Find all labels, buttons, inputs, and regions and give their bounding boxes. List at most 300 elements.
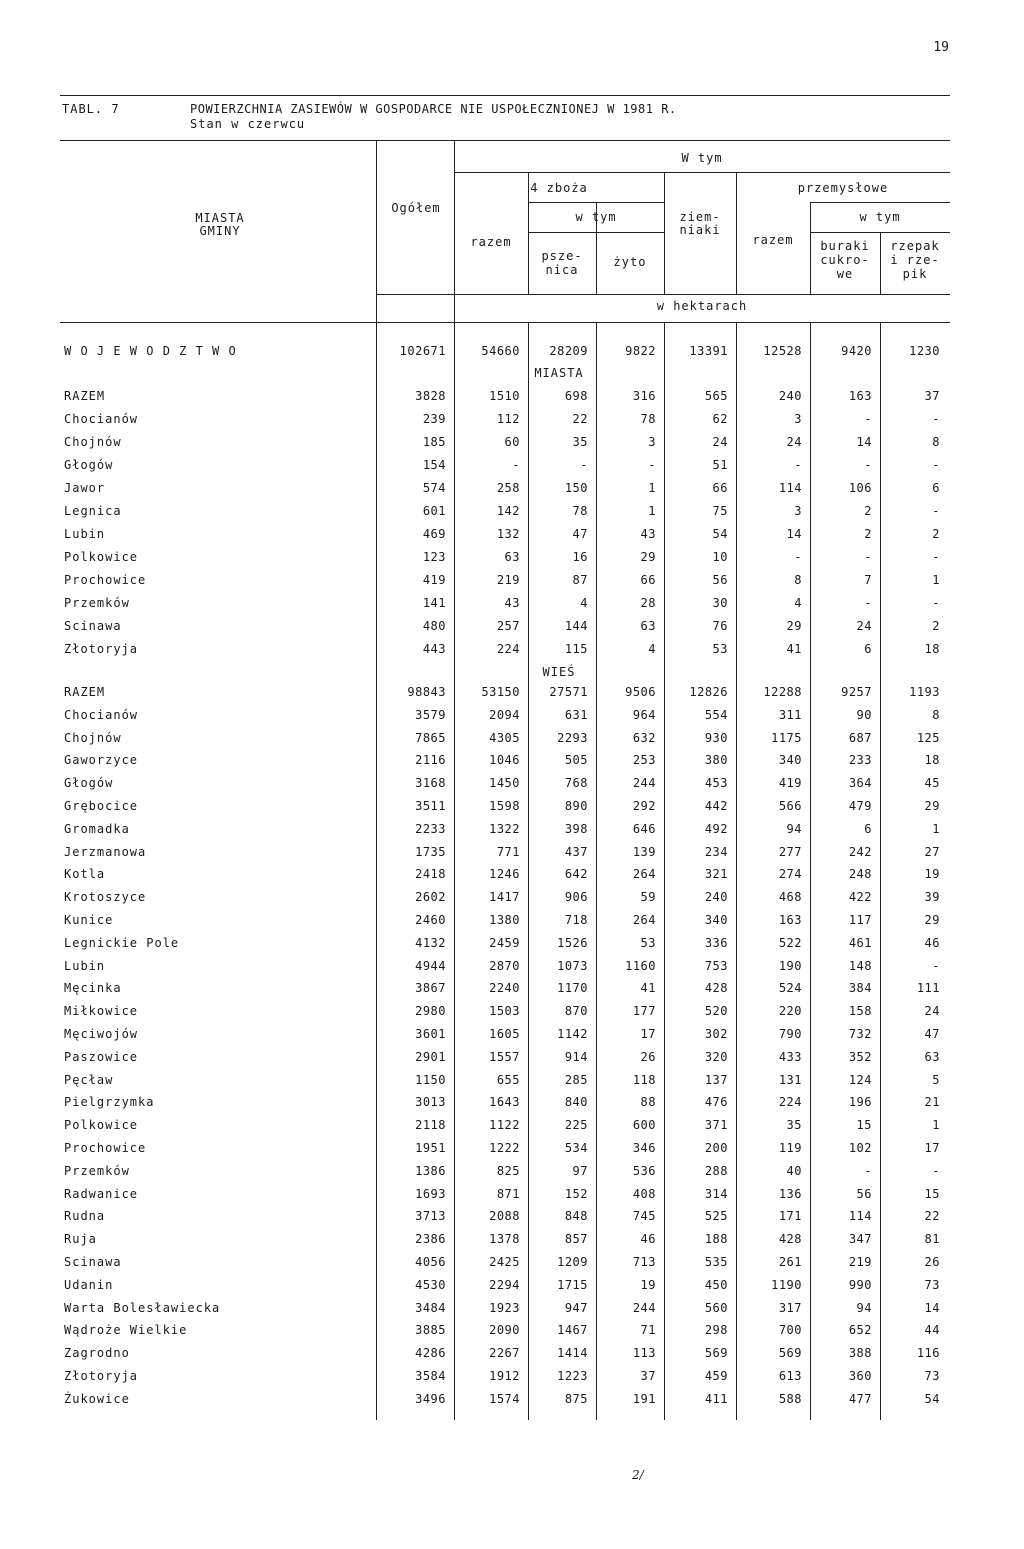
table-cell: 1510 [489, 389, 520, 403]
row-label: Gromadka [64, 821, 130, 836]
table-cell: 3828 [415, 389, 446, 403]
table-cell: 71 [640, 1323, 656, 1338]
table-cell: 1557 [489, 1049, 520, 1064]
table-cell: 78 [572, 504, 588, 518]
table-cell: 116 [916, 1346, 940, 1361]
table-cell: 29 [640, 550, 656, 564]
table-cell: 1170 [557, 981, 588, 996]
table-cell: 311 [778, 707, 802, 722]
row-label: Polkowice [64, 1118, 139, 1133]
table-cell: 534 [564, 1141, 588, 1155]
table-cell: 525 [704, 1209, 728, 1224]
table-cell: 152 [564, 1186, 588, 1201]
table-cell: 1122 [489, 1118, 520, 1133]
table-cell: 98843 [407, 685, 446, 699]
table-cell: 60 [504, 435, 520, 449]
table-cell: 53150 [481, 685, 520, 699]
table-cell: 124 [848, 1072, 872, 1087]
table-cell: 41 [640, 981, 656, 996]
table-cell: 2459 [489, 935, 520, 950]
table-cell: 2418 [415, 867, 446, 882]
table-cell: 90 [856, 707, 872, 722]
table-cell: 2980 [415, 1004, 446, 1019]
table-cell: 239 [422, 412, 446, 426]
table-cell: 2088 [489, 1209, 520, 1224]
row-label: Prochowice [64, 1141, 147, 1155]
table-cell: 6 [932, 481, 940, 495]
table-cell: 148 [848, 958, 872, 973]
row-label: Głogów [64, 776, 114, 791]
table-cell: 1 [932, 1118, 940, 1133]
table-cell: 600 [632, 1118, 656, 1133]
table-cell: 21 [924, 1095, 940, 1110]
table-cell: 248 [848, 867, 872, 882]
table-cell: 9822 [625, 344, 656, 358]
table-cell: 3867 [415, 981, 446, 996]
table-cell: 840 [564, 1095, 588, 1110]
table-cell: 1193 [909, 685, 940, 699]
row-label: Jerzmanowa [64, 844, 147, 859]
table-cell: 43 [640, 527, 656, 541]
header-ogolem: Ogółem [391, 201, 441, 215]
table-cell: 115 [564, 642, 588, 656]
table-cell: 137 [704, 1072, 728, 1087]
table-cell: 51 [712, 458, 728, 472]
table-cell: 258 [496, 481, 520, 495]
row-label: Chojnów [64, 730, 122, 745]
table-cell: 234 [704, 844, 728, 859]
table-cell: 75 [712, 504, 728, 518]
table-cell: - [932, 550, 940, 564]
table-cell: 154 [422, 458, 446, 472]
table-cell: 732 [848, 1027, 872, 1041]
table-cell: 54660 [481, 344, 520, 358]
table-cell: 771 [496, 844, 520, 859]
table-cell: 2 [932, 527, 940, 541]
table-cell: 163 [778, 913, 802, 927]
table-cell: 8 [932, 435, 940, 449]
table-cell: 4132 [415, 935, 446, 950]
row-label: Scinawa [64, 1255, 122, 1269]
table-cell: 9506 [625, 685, 656, 699]
table-cell: 4056 [415, 1255, 446, 1269]
table-cell: 848 [564, 1209, 588, 1224]
table-cell: 364 [848, 776, 872, 791]
table-cell: 3 [794, 504, 802, 518]
table-cell: 1574 [489, 1391, 520, 1406]
table-cell: 63 [504, 550, 520, 564]
table-cell: 492 [704, 821, 728, 836]
table-cell: - [932, 458, 940, 472]
table-cell: 450 [704, 1277, 728, 1292]
table-cell: 62 [712, 412, 728, 426]
table-cell: 66 [712, 481, 728, 495]
table-cell: 1322 [489, 821, 520, 836]
table-cell: 411 [704, 1391, 728, 1406]
table-cell: 136 [778, 1186, 802, 1201]
table-cell: - [932, 596, 940, 610]
table-cell: 398 [564, 821, 588, 836]
table-cell: 56 [712, 573, 728, 587]
table-cell: - [932, 1163, 940, 1178]
table-cell: 224 [778, 1095, 802, 1110]
table-cell: 3579 [415, 707, 446, 722]
row-label: Chojnów [64, 435, 122, 449]
table-cell: 4286 [415, 1346, 446, 1361]
table-cell: 2602 [415, 890, 446, 905]
table-cell: 18 [924, 753, 940, 768]
table-cell: 1190 [771, 1277, 802, 1292]
table-cell: 3013 [415, 1095, 446, 1110]
table-cell: 40 [786, 1163, 802, 1178]
page-number: 19 [933, 40, 949, 55]
table-cell: 30 [712, 596, 728, 610]
row-label: Legnica [64, 504, 122, 518]
table-cell: 469 [422, 527, 446, 541]
table-label: TABL. 7 [62, 102, 120, 116]
table-cell: 118 [632, 1072, 656, 1087]
header-hektary: w hektarach [656, 299, 748, 313]
row-label: Żukowice [64, 1391, 130, 1406]
table-cell: 442 [704, 799, 728, 813]
table-cell: 47 [924, 1027, 940, 1041]
table-cell: 316 [632, 389, 656, 403]
table-cell: 112 [496, 412, 520, 426]
table-cell: 190 [778, 958, 802, 973]
table-cell: 94 [786, 821, 802, 836]
table-cell: 224 [496, 642, 520, 656]
table-cell: 1598 [489, 799, 520, 813]
row-label: Krotoszyce [64, 890, 147, 905]
table-cell: 46 [640, 1232, 656, 1247]
table-cell: 346 [632, 1141, 656, 1155]
row-label: Kunice [64, 913, 114, 927]
table-cell: - [794, 550, 802, 564]
table-cell: 54 [712, 527, 728, 541]
header-zboza: 4 zboża [530, 181, 588, 195]
table-cell: 244 [632, 776, 656, 791]
table-cell: 114 [778, 481, 802, 495]
table-cell: 15 [924, 1186, 940, 1201]
table-cell: 419 [778, 776, 802, 791]
header-buraki-1: buraki [820, 239, 870, 253]
table-cell: 28209 [549, 344, 588, 358]
table-cell: 46 [924, 935, 940, 950]
table-cell: 63 [924, 1049, 940, 1064]
table-cell: 1142 [557, 1027, 588, 1041]
table-cell: 574 [422, 481, 446, 495]
table-cell: 63 [640, 619, 656, 633]
table-cell: 906 [564, 890, 588, 905]
row-label: Radwanice [64, 1186, 139, 1201]
table-cell: 97 [572, 1163, 588, 1178]
table-cell: 26 [640, 1049, 656, 1064]
table-cell: 17 [640, 1027, 656, 1041]
row-label: Miłkowice [64, 1004, 139, 1019]
table-cell: 947 [564, 1300, 588, 1315]
header-ziemniaki-2: niaki [679, 223, 721, 237]
table-cell: 125 [916, 730, 940, 745]
table-cell: 433 [778, 1049, 802, 1064]
table-cell: 753 [704, 958, 728, 973]
header-ziemniaki-1: ziem- [679, 210, 721, 224]
table-cell: 200 [704, 1141, 728, 1155]
header-razem-przem: razem [752, 233, 794, 247]
table-cell: 274 [778, 867, 802, 882]
table-cell: 131 [778, 1072, 802, 1087]
table-cell: 1414 [557, 1346, 588, 1361]
row-label: Zagrodno [64, 1346, 130, 1361]
table-cell: - [932, 958, 940, 973]
table-cell: 4 [794, 596, 802, 610]
table-cell: 360 [848, 1369, 872, 1383]
table-cell: 191 [632, 1391, 656, 1406]
table-cell: 990 [848, 1277, 872, 1292]
table-cell: 1150 [415, 1072, 446, 1087]
table-cell: 240 [704, 890, 728, 905]
table-cell: 422 [848, 890, 872, 905]
table-cell: - [580, 458, 588, 472]
table-cell: 1 [648, 504, 656, 518]
table-cell: 12288 [763, 685, 802, 699]
table-cell: 87 [572, 573, 588, 587]
row-label: Warta Bolesławiecka [64, 1300, 221, 1315]
table-cell: 29 [924, 799, 940, 813]
table-cell: 1230 [909, 344, 940, 358]
table-cell: 244 [632, 1300, 656, 1315]
table-cell: 142 [496, 504, 520, 518]
row-label: Prochowice [64, 573, 147, 587]
table-cell: 565 [704, 389, 728, 403]
table-cell: 29 [786, 619, 802, 633]
row-label: Kotla [64, 867, 106, 882]
table-cell: 16 [572, 550, 588, 564]
table-cell: 2116 [415, 753, 446, 768]
table-cell: 45 [924, 776, 940, 791]
table-cell: 2090 [489, 1323, 520, 1338]
table-cell: 4 [580, 596, 588, 610]
table-cell: 2 [864, 504, 872, 518]
table-cell: 535 [704, 1255, 728, 1269]
table-cell: 476 [704, 1095, 728, 1110]
table-cell: 340 [704, 913, 728, 927]
table-cell: 1715 [557, 1277, 588, 1292]
table-cell: 522 [778, 935, 802, 950]
row-label: Wądroże Wielkie [64, 1323, 188, 1338]
table-cell: 2267 [489, 1346, 520, 1361]
table-cell: 29 [924, 913, 940, 927]
header-rzepak-2: i rze- [890, 253, 940, 267]
table-cell: 1 [932, 821, 940, 836]
table-cell: 1 [648, 481, 656, 495]
table-cell: 76 [712, 619, 728, 633]
row-label: Jawor [64, 481, 106, 495]
header-zyto: żyto [613, 255, 647, 269]
table-cell: 388 [848, 1346, 872, 1361]
table-cell: 588 [778, 1391, 802, 1406]
header-rzepak-3: pik [902, 267, 928, 281]
table-cell: 9420 [841, 344, 872, 358]
table-cell: 652 [848, 1323, 872, 1338]
table-subtitle: Stan w czerwcu [190, 117, 306, 131]
table-cell: 119 [778, 1141, 802, 1155]
header-gminy: GMINY [199, 224, 241, 238]
table-cell: 419 [422, 573, 446, 587]
row-label: Ruja [64, 1232, 97, 1247]
header-rzepak-1: rzepak [890, 239, 940, 253]
row-label: Chocianów [64, 707, 139, 722]
table-cell: 1378 [489, 1232, 520, 1247]
header-w-tym: W tym [681, 151, 723, 165]
table-cell: 2294 [489, 1277, 520, 1292]
table-cell: 26 [924, 1255, 940, 1269]
table-cell: 132 [496, 527, 520, 541]
table-cell: 242 [848, 844, 872, 859]
table-cell: 257 [496, 619, 520, 633]
row-label: Chocianów [64, 412, 139, 426]
table-cell: 505 [564, 753, 588, 768]
table-cell: 524 [778, 981, 802, 996]
table-cell: 102 [848, 1141, 872, 1155]
table-cell: 117 [848, 913, 872, 927]
table-cell: 320 [704, 1049, 728, 1064]
row-label: RAZEM [64, 389, 106, 403]
table-cell: 10 [712, 550, 728, 564]
table-cell: 185 [422, 435, 446, 449]
table-cell: 6 [864, 642, 872, 656]
table-cell: 857 [564, 1232, 588, 1247]
table-cell: 2425 [489, 1255, 520, 1269]
table-cell: 2460 [415, 913, 446, 927]
table-cell: 14 [786, 527, 802, 541]
table-cell: 94 [856, 1300, 872, 1315]
row-label: Scinawa [64, 619, 122, 633]
table-cell: 139 [632, 844, 656, 859]
section-heading-wies: WIEŚ [542, 665, 576, 679]
table-cell: 347 [848, 1232, 872, 1247]
table-cell: 718 [564, 913, 588, 927]
table-cell: 443 [422, 642, 446, 656]
table-cell: 1503 [489, 1004, 520, 1019]
table-cell: 1912 [489, 1369, 520, 1383]
table-cell: 408 [632, 1186, 656, 1201]
table-cell: 1175 [771, 730, 802, 745]
table-cell: 28 [640, 596, 656, 610]
table-cell: 144 [564, 619, 588, 633]
table-cell: 380 [704, 753, 728, 768]
header-wtym-przem: w tym [859, 210, 901, 224]
header-pszenica-1: psze- [541, 249, 583, 263]
table-cell: 264 [632, 867, 656, 882]
table-cell: 292 [632, 799, 656, 813]
table-cell: 314 [704, 1186, 728, 1201]
table-cell: 2901 [415, 1049, 446, 1064]
table-cell: 150 [564, 481, 588, 495]
table-cell: 461 [848, 935, 872, 950]
table-cell: 3168 [415, 776, 446, 791]
table-cell: 81 [924, 1232, 940, 1247]
table-cell: 4 [648, 642, 656, 656]
row-label: Złotoryja [64, 642, 139, 656]
table-cell: 3 [794, 412, 802, 426]
table-cell: 1951 [415, 1141, 446, 1155]
table-cell: 1450 [489, 776, 520, 791]
table-cell: 698 [564, 389, 588, 403]
table-cell: 687 [848, 730, 872, 745]
table-cell: 554 [704, 707, 728, 722]
table-cell: 1046 [489, 753, 520, 768]
table-cell: 47 [572, 527, 588, 541]
header-pszenica-2: nica [545, 263, 579, 277]
row-label: Głogów [64, 458, 114, 472]
table-cell: 520 [704, 1004, 728, 1019]
table-cell: 340 [778, 753, 802, 768]
table-cell: 78 [640, 412, 656, 426]
table-cell: 1209 [557, 1255, 588, 1269]
table-cell: 4530 [415, 1277, 446, 1292]
table-cell: 569 [704, 1346, 728, 1361]
table-cell: 428 [778, 1232, 802, 1247]
table-cell: 5 [932, 1072, 940, 1087]
table-cell: 477 [848, 1391, 872, 1406]
table-cell: 336 [704, 935, 728, 950]
table-cell: 631 [564, 707, 588, 722]
table-cell: 875 [564, 1391, 588, 1406]
table-cell: 930 [704, 730, 728, 745]
table-cell: 3885 [415, 1323, 446, 1338]
table-cell: 1467 [557, 1323, 588, 1338]
table-cell: 59 [640, 890, 656, 905]
table-cell: 384 [848, 981, 872, 996]
table-cell: 19 [640, 1277, 656, 1292]
table-cell: 8 [794, 573, 802, 587]
table-cell: 18 [924, 642, 940, 656]
table-cell: - [864, 596, 872, 610]
row-label: Lubin [64, 958, 106, 973]
table-cell: 825 [496, 1163, 520, 1178]
table-cell: 277 [778, 844, 802, 859]
row-label: Gaworzyce [64, 753, 139, 768]
table-cell: 2 [864, 527, 872, 541]
table-cell: 560 [704, 1300, 728, 1315]
table-cell: 1693 [415, 1186, 446, 1201]
row-label: Pielgrzymka [64, 1095, 155, 1110]
table-cell: 914 [564, 1049, 588, 1064]
table-cell: 2 [932, 619, 940, 633]
row-label: Złotoryja [64, 1369, 139, 1383]
table-cell: 317 [778, 1300, 802, 1315]
header-miasta: MIASTA [195, 211, 245, 225]
table-cell: 37 [640, 1369, 656, 1383]
table-cell: 371 [704, 1118, 728, 1133]
table-cell: - [932, 504, 940, 518]
table-cell: 13391 [689, 344, 728, 358]
header-razem-zboza: razem [470, 235, 512, 249]
header-przemyslowe: przemysłowe [797, 181, 889, 195]
table-cell: 219 [848, 1255, 872, 1269]
table-cell: 713 [632, 1255, 656, 1269]
table-cell: 4944 [415, 958, 446, 973]
table-cell: 22 [924, 1209, 940, 1224]
table-title: POWIERZCHNIA ZASIEWÓW W GOSPODARCE NIE USPOŁECZNIONEJ W 1981 R. [190, 102, 677, 116]
table-cell: 123 [422, 550, 446, 564]
table-cell: 14 [856, 435, 872, 449]
table-cell: 35 [786, 1118, 802, 1133]
table-cell: 35 [572, 435, 588, 449]
table-cell: 3584 [415, 1369, 446, 1383]
table-cell: 17 [924, 1141, 940, 1155]
table-cell: 321 [704, 867, 728, 882]
